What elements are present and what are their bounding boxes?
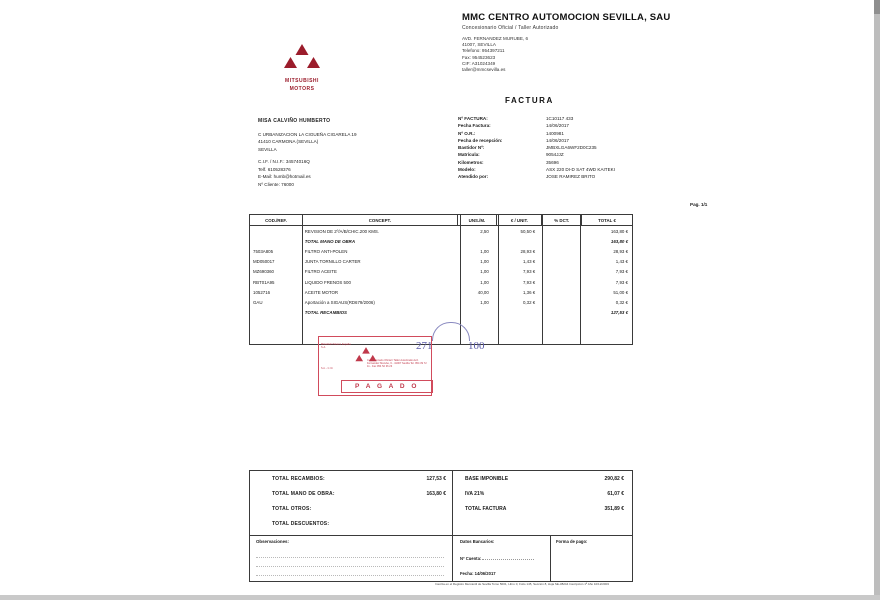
- meta-row: Bastidor Nº: JMBXLGA6WF2D0C235: [458, 145, 597, 151]
- company-address-line: CIF: A31024349: [462, 60, 496, 66]
- table-row: GAU Aportación a SIGAUS(RD679/2006) 1,00 0,32 € 0,32 €: [253, 299, 629, 305]
- table-column-divider: [542, 215, 543, 344]
- meta-row: Matrícula: 9054JJZ: [458, 152, 564, 158]
- registry-footnote: Inscrita en el Registro Mercantil de Sevilla Tomo 5001, Libro 0, Folio 145, Sección 8, Hoja SE-38244 Inscripción 1ª Año 10/12/2003: [435, 582, 609, 586]
- client-address-line: 41410 CARMONA (SEVILLA): [258, 139, 319, 144]
- payment-divider: [550, 535, 551, 581]
- company-address-line: Telefono: 954397211: [462, 48, 505, 54]
- totals-row: TOTAL RECAMBIOS: 127,53 €: [272, 475, 446, 482]
- table-row: TOTAL MANO DE OBRA 163,80 €: [304, 238, 629, 244]
- totals-row: TOTAL FACTURA 351,89 €: [465, 505, 624, 512]
- table-row: MD050017 JUNTA TORNILLO CARTER 1,00 1,43 € 1,43 €: [253, 259, 629, 265]
- th-unit-price: € / UNIT.: [497, 215, 542, 225]
- company-address-line: 41007, SEVILLA: [462, 42, 496, 48]
- meta-row: Kilometros: 35696: [458, 159, 559, 165]
- client-block: [258, 118, 448, 188]
- totals-row: IVA 21% 61,07 €: [465, 490, 624, 497]
- meta-row: Atendido por: JOSE RAMIREZ BRITO: [458, 174, 596, 180]
- table-column-divider: [498, 215, 499, 344]
- bank-details-label: Datos Bancarios:: [460, 539, 495, 544]
- observations-divider: [250, 535, 632, 536]
- totals-row: BASE IMPONIBLE 290,82 €: [465, 475, 624, 482]
- client-address-line: C URBANIZACION LA CIGUEÑA CIGARELA 19: [258, 131, 357, 137]
- table-header-row: [250, 215, 632, 226]
- page-label: Pag. 1/1: [690, 202, 708, 207]
- client-name: MISA CALVIÑO HUMBERTO: [258, 118, 331, 124]
- observations-area[interactable]: [256, 549, 444, 576]
- handwritten-left: 271: [416, 340, 433, 352]
- company-address: [462, 36, 792, 73]
- handwritten-right: 100: [468, 340, 485, 352]
- table-row: MZ690360 FILTRO ACEITE 1,00 7,93 € 7,93 €: [253, 269, 629, 275]
- meta-row: Nº FACTURA: 1C10117 433: [458, 116, 574, 121]
- scan-edge-corner: [874, 0, 880, 14]
- company-address-line: Fax: 954523623: [462, 54, 496, 60]
- meta-row: Fecha de recepción: 14/06/2017: [458, 137, 569, 143]
- meta-row: Nº O.R.: 1400981: [458, 130, 564, 136]
- payment-date: Fecha: 14/06/2017: [460, 571, 496, 576]
- th-units: UNS./M.: [458, 215, 498, 225]
- th-concept: CONCEPT.: [303, 215, 458, 225]
- table-row: 7503A805 FILTRO ANTI-POLEN 1,00 28,93 € 28,93 €: [253, 248, 629, 254]
- client-number: Nº Cliente: 76000: [258, 181, 294, 187]
- table-row: RBT01A95 LIQUIDO FRENOS 500 1,00 7,93 € 7,93 €: [253, 279, 629, 285]
- totals-row: TOTAL MANO DE OBRA: 163,80 €: [272, 490, 446, 497]
- totals-block: [249, 470, 633, 582]
- meta-row: Modelo: ASX 220 DI-D SAT 4WD KAITEKI: [458, 167, 616, 173]
- table-column-divider: [302, 215, 303, 344]
- company-address-line: taller@mmcsevilla.es: [462, 67, 506, 73]
- totals-right: [453, 471, 632, 516]
- scan-edge-right: [874, 0, 880, 600]
- client-email: E-Mail: humb@hotmail.es: [258, 174, 311, 179]
- th-discount: % DCT.: [542, 215, 582, 225]
- client-address-line: SEVILLA: [258, 146, 277, 152]
- company-subtitle: Concesionario Oficial / Taller Autorizado: [462, 25, 559, 31]
- totals-row: TOTAL DESCUENTOS:: [272, 520, 330, 527]
- table-row: REVISION DE 2º/A/B/CHIC.200 KMS. 2,50 50,50 € 163,80 €: [304, 228, 629, 234]
- scan-edge-bottom: [0, 595, 880, 600]
- client-cif: C.I.F. / N.I.F.: 34574016Q: [258, 159, 310, 164]
- totals-row: TOTAL OTROS:: [272, 505, 312, 512]
- logo-sub: MOTORS: [289, 86, 315, 92]
- paid-stamp: P A G A D O: [341, 380, 433, 393]
- totals-left: [250, 471, 452, 531]
- table-row: 1052716 ACEITE MOTOR 40,00 1,36 € 51,00 €: [253, 289, 629, 295]
- stamp-left-text: Mitsubishi Motors España S.A.: [321, 343, 351, 350]
- observations-label: Observaciones:: [256, 539, 289, 544]
- stamp-lines: S.A. - C.I.F.: [321, 367, 334, 370]
- th-code: COD./REF.: [250, 215, 303, 225]
- payment-method-label: Forma de pago:: [556, 539, 588, 544]
- account-field[interactable]: Nº Cuenta:: [460, 555, 534, 561]
- logo-brand: MITSUBISHI: [285, 78, 319, 84]
- th-total: TOTAL €: [598, 217, 616, 223]
- mitsubishi-logo: [272, 42, 332, 92]
- three-diamonds-icon: [281, 42, 323, 76]
- company-address-line: AVD. FERNANDEZ MURUBE, 6: [462, 36, 529, 41]
- invoice-meta: [458, 115, 768, 181]
- table-row: TOTAL RECAMBIOS 127,53 €: [304, 310, 629, 316]
- meta-row: Fecha Factura: 14/06/2017: [458, 123, 569, 129]
- company-name: MMC CENTRO AUTOMOCION SEVILLA, SAU: [462, 12, 671, 23]
- company-block: [462, 12, 792, 73]
- client-tel: Telf. 610528376: [258, 166, 291, 172]
- document-title: FACTURA: [505, 96, 554, 105]
- table-column-divider: [580, 215, 581, 344]
- stamp-right-text: Concesionario Oficial / Taller Autorizado Avd. Fernandez Murube, 6 - 41007 Sevilla Tel. 954 39 72 11 - Fax 954 52 36 23: [367, 359, 427, 369]
